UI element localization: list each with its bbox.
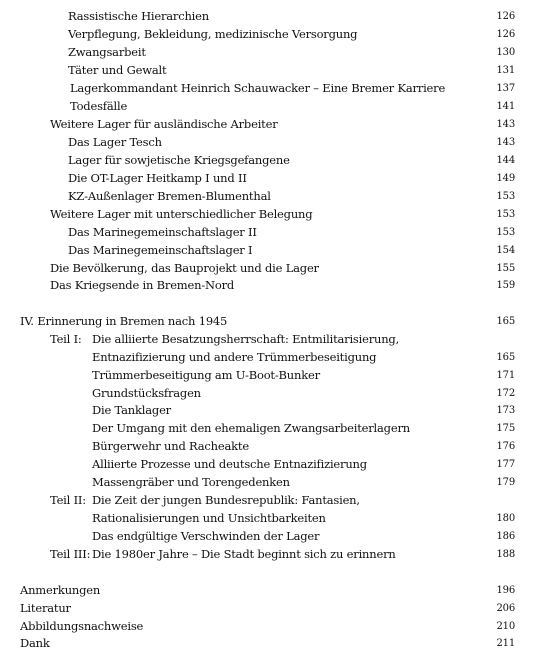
toc-entry	[0, 44, 539, 61]
toc-entry-title: Literatur	[20, 601, 71, 615]
toc-entry-page: 153	[496, 191, 515, 202]
toc-entry-title: Die alliierte Besatzungsherrschaft: Entmilitarisierung,	[92, 332, 400, 346]
toc-entry-title: Dank	[20, 636, 50, 650]
toc-entry	[0, 385, 539, 402]
toc-entry-title: Entnazifizierung und andere Trümmerbeseitigung	[92, 350, 377, 364]
toc-entry-page: 173	[496, 405, 515, 416]
toc-entry-page: 180	[496, 513, 515, 524]
toc-entry-page: 126	[496, 11, 515, 22]
toc-entry-title: Die 1980er Jahre – Die Stadt beginnt sich zu erinnern	[92, 547, 396, 561]
toc-entry	[0, 224, 539, 241]
toc-entry-page: 126	[496, 29, 515, 40]
toc-entry	[0, 456, 539, 473]
toc-entry-title: Trümmerbeseitigung am U-Boot-Bunker	[92, 368, 320, 382]
toc-entry-title: Das Lager Tesch	[68, 135, 162, 149]
toc-entry-page: 155	[496, 263, 515, 274]
toc-entry	[0, 402, 539, 419]
toc-part-label: Teil III:	[50, 547, 91, 561]
toc-entry	[0, 170, 539, 187]
toc-section-heading	[0, 313, 539, 330]
toc-entry-page: 153	[496, 227, 515, 238]
toc-entry	[0, 260, 539, 277]
toc-entry	[0, 206, 539, 223]
toc-entry-title: Rassistische Hierarchien	[68, 9, 209, 23]
toc-back-matter	[0, 635, 539, 652]
toc-entry-page: 143	[496, 119, 515, 130]
toc-entry-page: 179	[496, 477, 515, 488]
toc-entry-page: 165	[496, 316, 515, 327]
toc-entry-page: 175	[496, 423, 515, 434]
toc-entry-title: Anmerkungen	[20, 583, 101, 597]
toc-back-matter	[0, 582, 539, 599]
toc-entry-title: Weitere Lager für ausländische Arbeiter	[50, 117, 278, 131]
toc-entry	[0, 242, 539, 259]
toc-entry	[0, 546, 539, 563]
toc-entry-title: Die Bevölkerung, das Bauprojekt und die Lager	[50, 261, 319, 275]
toc-entry-page: 130	[496, 47, 515, 58]
toc-entry	[0, 98, 539, 115]
toc-entry	[0, 474, 539, 491]
toc-entry-title: Der Umgang mit den ehemaligen Zwangsarbeiterlagern	[92, 421, 410, 435]
toc-entry-title: Lager für sowjetische Kriegsgefangene	[68, 153, 290, 167]
toc-entry	[0, 528, 539, 545]
toc-entry	[0, 349, 539, 366]
toc-entry-title: Die Zeit der jungen Bundesrepublik: Fantasien,	[92, 493, 360, 507]
toc-entry-page: 141	[496, 101, 515, 112]
toc-entry-title: Das Marinegemeinschaftslager I	[68, 243, 253, 257]
toc-entry	[0, 116, 539, 133]
toc-entry-title: Weitere Lager mit unterschiedlicher Belegung	[50, 207, 313, 221]
toc-entry-page: 211	[496, 638, 515, 649]
toc-entry	[0, 277, 539, 294]
toc-entry	[0, 438, 539, 455]
toc-entry-page: 188	[496, 549, 515, 560]
toc-entry	[0, 367, 539, 384]
toc-entry-title: IV. Erinnerung in Bremen nach 1945	[20, 314, 228, 328]
toc-entry	[0, 420, 539, 437]
toc-entry-page: 154	[496, 245, 515, 256]
toc-entry-page: 149	[496, 173, 515, 184]
toc-entry	[0, 492, 539, 509]
toc-entry	[0, 134, 539, 151]
toc-back-matter	[0, 600, 539, 617]
toc-entry	[0, 331, 539, 348]
toc-entry-page: 177	[496, 459, 515, 470]
toc-entry-page: 153	[496, 209, 515, 220]
toc-entry-title: Das Marinegemeinschaftslager II	[68, 225, 257, 239]
toc-entry-title: Verpflegung, Bekleidung, medizinische Versorgung	[68, 27, 358, 41]
toc-entry-title: KZ-Außenlager Bremen-Blumenthal	[68, 189, 271, 203]
toc-entry-page: 144	[496, 155, 515, 166]
toc-entry-page: 206	[496, 603, 515, 614]
toc-entry	[0, 8, 539, 25]
toc-entry-page: 131	[496, 65, 515, 76]
toc-entry-title: Massengräber und Torengedenken	[92, 475, 290, 489]
toc-entry-title: Zwangsarbeit	[68, 45, 146, 59]
toc-entry	[0, 188, 539, 205]
toc-entry-page: 143	[496, 137, 515, 148]
toc-entry-title: Täter und Gewalt	[68, 63, 167, 77]
toc-entry-title: Todesfälle	[70, 99, 128, 113]
toc-entry-page: 186	[496, 531, 515, 542]
toc-entry-title: Bürgerwehr und Racheakte	[92, 439, 249, 453]
toc-back-matter	[0, 618, 539, 635]
toc-entry	[0, 80, 539, 97]
toc-entry-title: Abbildungsnachweise	[20, 619, 144, 633]
toc-entry-title: Alliierte Prozesse und deutsche Entnazifizierung	[92, 457, 367, 471]
toc-part-label: Teil II:	[50, 493, 86, 507]
toc-entry-title: Das endgültige Verschwinden der Lager	[92, 529, 320, 543]
toc-entry	[0, 62, 539, 79]
toc-entry-title: Die OT-Lager Heitkamp I und II	[68, 171, 247, 185]
toc-entry-title: Das Kriegsende in Bremen-Nord	[50, 278, 235, 292]
toc-entry-title: Lagerkommandant Heinrich Schauwacker – Eine Bremer Karriere	[70, 81, 446, 95]
toc-entry-page: 172	[496, 388, 515, 399]
toc-entry-title: Grundstücksfragen	[92, 386, 201, 400]
toc-entry-page: 176	[496, 441, 515, 452]
toc-entry-page: 196	[496, 585, 515, 596]
toc-entry-page: 159	[496, 280, 515, 291]
toc-entry-title: Rationalisierungen und Unsichtbarkeiten	[92, 511, 326, 525]
toc-entry-page: 137	[496, 83, 515, 94]
toc-entry	[0, 26, 539, 43]
toc-entry-page: 210	[496, 621, 515, 632]
toc-entry	[0, 510, 539, 527]
toc-part-label: Teil I:	[50, 332, 82, 346]
toc-entry-page: 171	[496, 370, 515, 381]
toc-entry-title: Die Tanklager	[92, 403, 171, 417]
toc-entry-page: 165	[496, 352, 515, 363]
toc-entry	[0, 152, 539, 169]
